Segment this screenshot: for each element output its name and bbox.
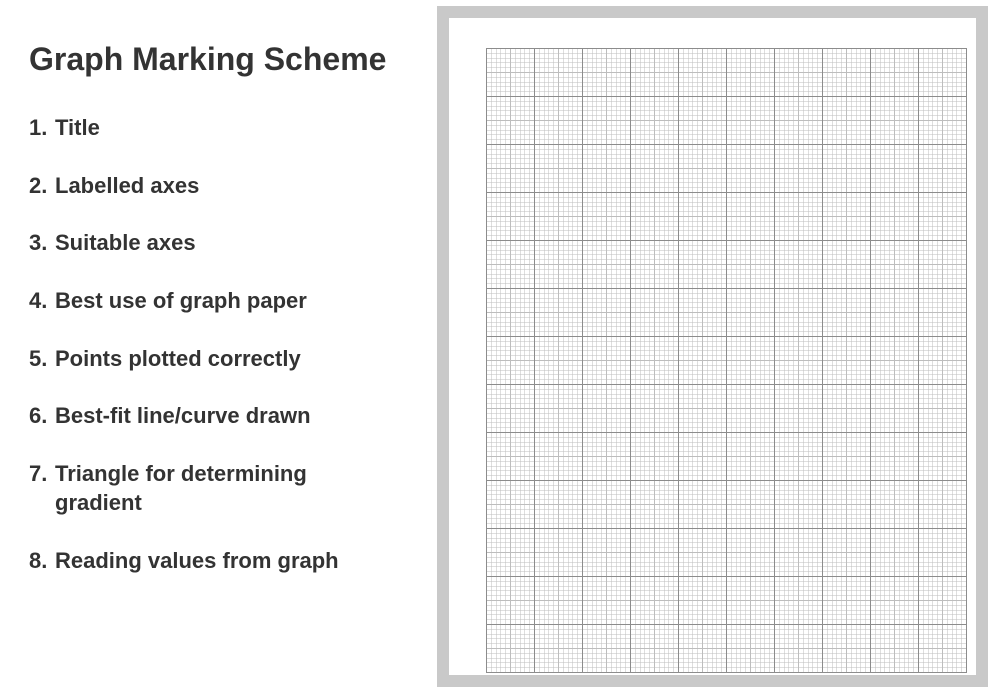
graph-paper-sheet <box>449 18 976 675</box>
item-number: 7. <box>29 461 48 486</box>
graph-paper-frame <box>437 6 988 687</box>
item-text: Title <box>55 115 100 140</box>
item-text: Labelled axes <box>55 173 200 198</box>
item-number: 2. <box>29 173 48 198</box>
item-text: Triangle for determining gradient <box>55 461 307 515</box>
item-text: Best-fit line/curve drawn <box>55 403 311 428</box>
item-text: Suitable axes <box>55 230 196 255</box>
item-number: 4. <box>29 288 48 313</box>
list-item <box>29 459 329 517</box>
item-number: 8. <box>29 548 48 573</box>
list-item <box>29 286 359 315</box>
list-item <box>29 344 359 373</box>
graph-paper-grid <box>486 48 967 673</box>
list-item <box>29 228 359 257</box>
item-number: 1. <box>29 115 48 140</box>
list-item <box>29 546 359 575</box>
item-text: Best use of graph paper <box>55 288 307 313</box>
item-text: Points plotted correctly <box>55 346 301 371</box>
item-number: 3. <box>29 230 48 255</box>
item-number: 5. <box>29 346 48 371</box>
list-item <box>29 171 359 200</box>
list-item <box>29 401 359 430</box>
item-number: 6. <box>29 403 48 428</box>
list-item <box>29 113 359 142</box>
page-title: Graph Marking Scheme <box>29 41 387 77</box>
marking-scheme <box>29 36 429 82</box>
item-text: Reading values from graph <box>55 548 339 573</box>
